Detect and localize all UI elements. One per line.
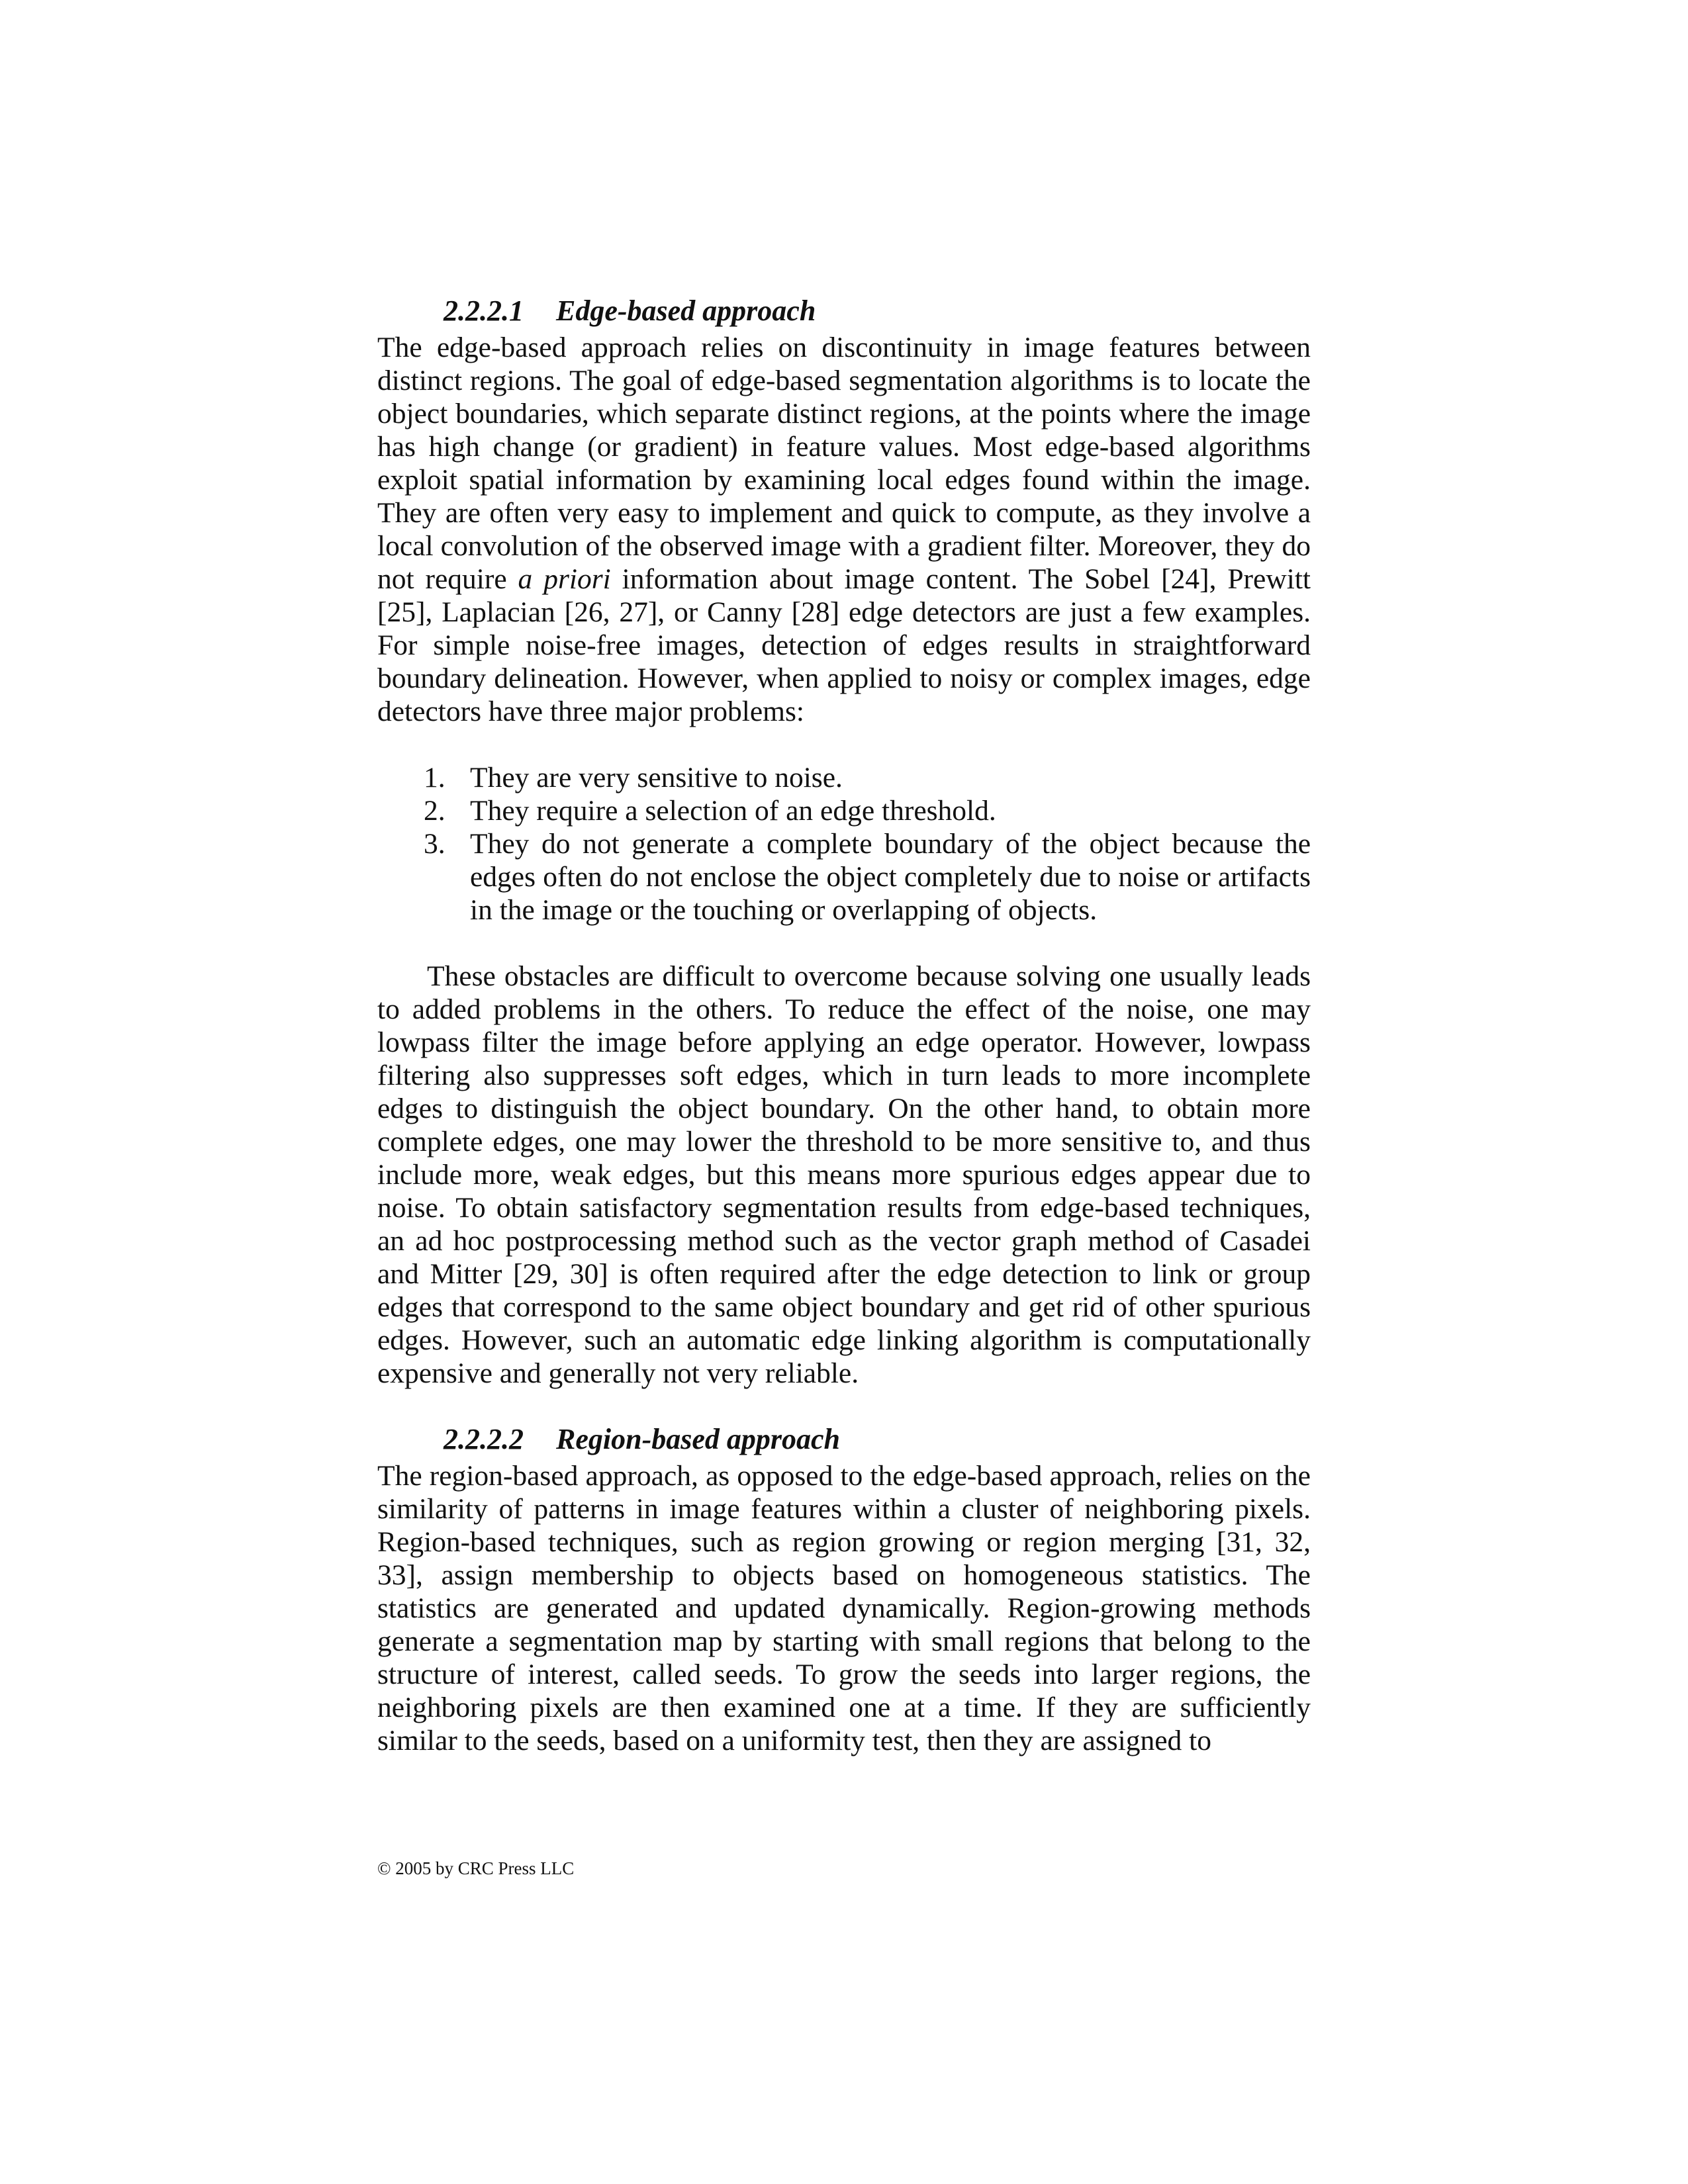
list-item	[377, 794, 1311, 827]
copyright-footer: © 2005 by CRC Press LLC	[377, 1858, 575, 1878]
edge-based-paragraph-1	[377, 331, 1311, 728]
list-marker: 1.	[424, 762, 445, 794]
list-item-text: They are very sensitive to noise.	[470, 762, 843, 794]
paragraph-text: The edge-based approach relies on discontinuity in image features between distinct regions. The goal of edge-based segmentation algorithms is to locate the object boundaries, which separate distinct regions, at the points where the image has high change (or gradient) in feature values. Most edge-based algorithms exploit spatial information by examining local edges found within the image. They are often very easy to implement and quick to compute, as they involve a local convolution of the observed image with a gradient filter. Moreover, they do not require	[377, 332, 1311, 595]
edge-based-paragraph-2: These obstacles are difficult to overcome because solving one usually leads to added problems in the others. To reduce the effect of the noise, one may lowpass filter the image before applying an edge operator. However, lowpass filtering also suppresses soft edges, which in turn leads to more incomplete edges to distinguish the object boundary. On the other hand, to obtain more complete edges, one may lower the threshold to be more sensitive to, and thus include more, weak edges, but this means more spurious edges appear due to noise. To obtain satisfactory segmentation results from edge-based techniques, an ad hoc postprocessing method such as the vector graph method of Casadei and Mitter [29, 30] is often required after the edge detection to link or group edges that correspond to the same object boundary and get rid of other spurious edges. However, such an automatic edge linking algorithm is computationally expensive and generally not very reliable.	[377, 960, 1311, 1389]
section-heading-edge-based	[377, 291, 1311, 331]
list-marker: 2.	[424, 795, 445, 827]
section-title: Region-based approach	[556, 1423, 840, 1455]
section-title: Edge-based approach	[556, 295, 816, 327]
paragraph-text: information about image content. The Sobel [24], Prewitt [25], Laplacian [26, 27], or Canny [28] edge detectors are just a few examples. For simple noise-free images, detection of edges results in straightforward boundary delineation. However, when applied to noisy or complex images, edge detectors have three major problems:	[377, 563, 1311, 727]
section-heading-region-based	[377, 1420, 1311, 1459]
italic-term: a priori	[518, 563, 611, 595]
section-number: 2.2.2.1	[444, 295, 524, 327]
page-body	[377, 291, 1311, 1757]
list-item-text: They require a selection of an edge threshold.	[470, 795, 996, 827]
problems-list	[377, 761, 1311, 927]
list-item	[377, 761, 1311, 794]
list-item-text: They do not generate a complete boundary of the object because the edges often do not enclose the object completely due to noise or artifacts in the image or the touching or overlapping of objects.	[470, 828, 1311, 926]
list-item	[377, 827, 1311, 927]
section-number: 2.2.2.2	[444, 1423, 524, 1455]
region-based-paragraph-1: The region-based approach, as opposed to the edge-based approach, relies on the similarity of patterns in image features within a cluster of neighboring pixels. Region-based techniques, such as region growing or region merging [31, 32, 33], assign membership to objects based on homogeneous statistics. The statistics are generated and updated dynamically. Region-growing methods generate a segmentation map by starting with small regions that belong to the structure of interest, called seeds. To grow the seeds into larger regions, the neighboring pixels are then examined one at a time. If they are sufficiently similar to the seeds, based on a uniformity test, then they are assigned to	[377, 1460, 1311, 1756]
list-marker: 3.	[424, 828, 445, 860]
